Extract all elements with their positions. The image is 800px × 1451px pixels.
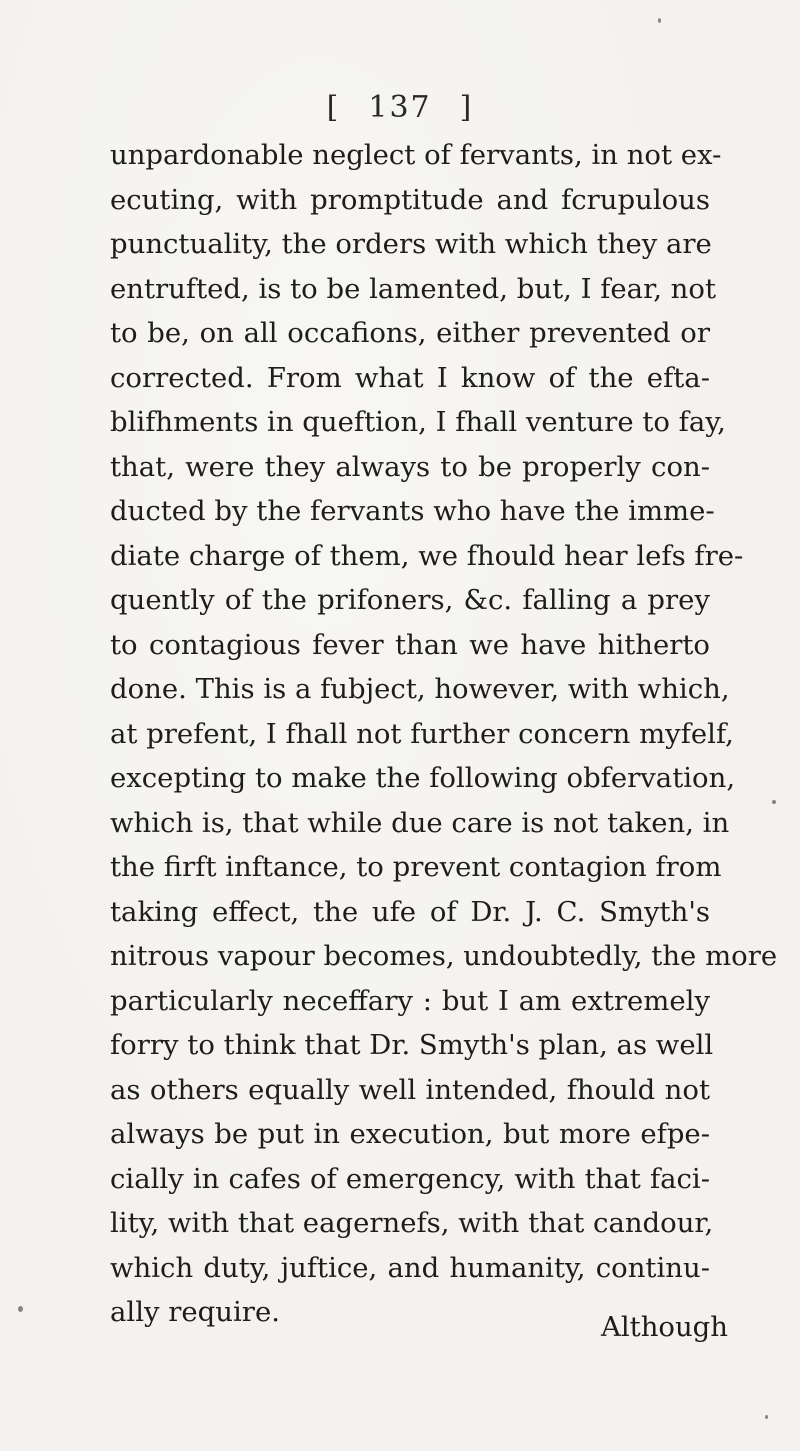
text-line: which is, that while due care is not taken, in xyxy=(110,806,730,839)
text-line: cially in cafes of emergency, with that faci- xyxy=(110,1162,710,1195)
text-line: as others equally well intended, fhould not xyxy=(110,1073,710,1106)
body-text xyxy=(110,133,778,1335)
text-line: excepting to make the following obfervation, xyxy=(110,762,736,794)
text-line: lity, with that eagernefs, with that candour, xyxy=(110,1207,714,1239)
text-line: particularly neceffary : but I am extremely xyxy=(110,984,710,1017)
text-line: nitrous vapour becomes, undoubtedly, the more xyxy=(110,940,778,972)
text-line: at prefent, I fhall not further concern myfelf, xyxy=(110,717,734,750)
text-line: ecuting, with promptitude and fcrupulous xyxy=(110,183,710,216)
print-speck xyxy=(658,18,661,23)
text-line-last: ally require. xyxy=(110,1296,280,1328)
text-line: always be put in execution, but more efpe- xyxy=(110,1118,710,1150)
text-line: to contagious fever than we have hitherto xyxy=(110,628,710,661)
text-line: forry to think that Dr. Smyth's plan, as well xyxy=(110,1029,714,1061)
text-line: blifhments in queftion, I fhall venture to fay, xyxy=(110,406,726,438)
text-line: done. This is a fubject, however, with which, xyxy=(110,673,730,705)
catchword: Although xyxy=(601,1311,728,1343)
text-line: unpardonable neglect of fervants, in not ex- xyxy=(110,139,722,171)
text-line: ducted by the fervants who have the imme- xyxy=(110,495,715,527)
page-number: 137 xyxy=(368,90,432,125)
text-line: to be, on all occafions, either prevented or xyxy=(110,317,710,349)
text-line: which duty, juftice, and humanity, continu- xyxy=(110,1251,710,1284)
page-header xyxy=(0,90,800,125)
text-line: the firft inftance, to prevent contagion from xyxy=(110,851,722,883)
text-line: taking effect, the ufe of Dr. J. C. Smyth's xyxy=(110,895,710,928)
text-line: that, were they always to be properly con- xyxy=(110,450,710,483)
text-line: punctuality, the orders with which they are xyxy=(110,228,712,260)
text-line: corrected. From what I know of the efta- xyxy=(110,361,710,394)
text-line: diate charge of them, we fhould hear lefs fre- xyxy=(110,539,744,572)
header-bracket-close: ] xyxy=(459,90,474,125)
text-line: entrufted, is to be lamented, but, I fear, not xyxy=(110,272,716,305)
print-speck xyxy=(772,800,776,804)
print-speck xyxy=(18,1306,23,1312)
header-bracket-open: [ xyxy=(326,90,341,125)
print-speck xyxy=(765,1415,768,1419)
text-line: quently of the prifoners, &c. falling a prey xyxy=(110,584,710,616)
